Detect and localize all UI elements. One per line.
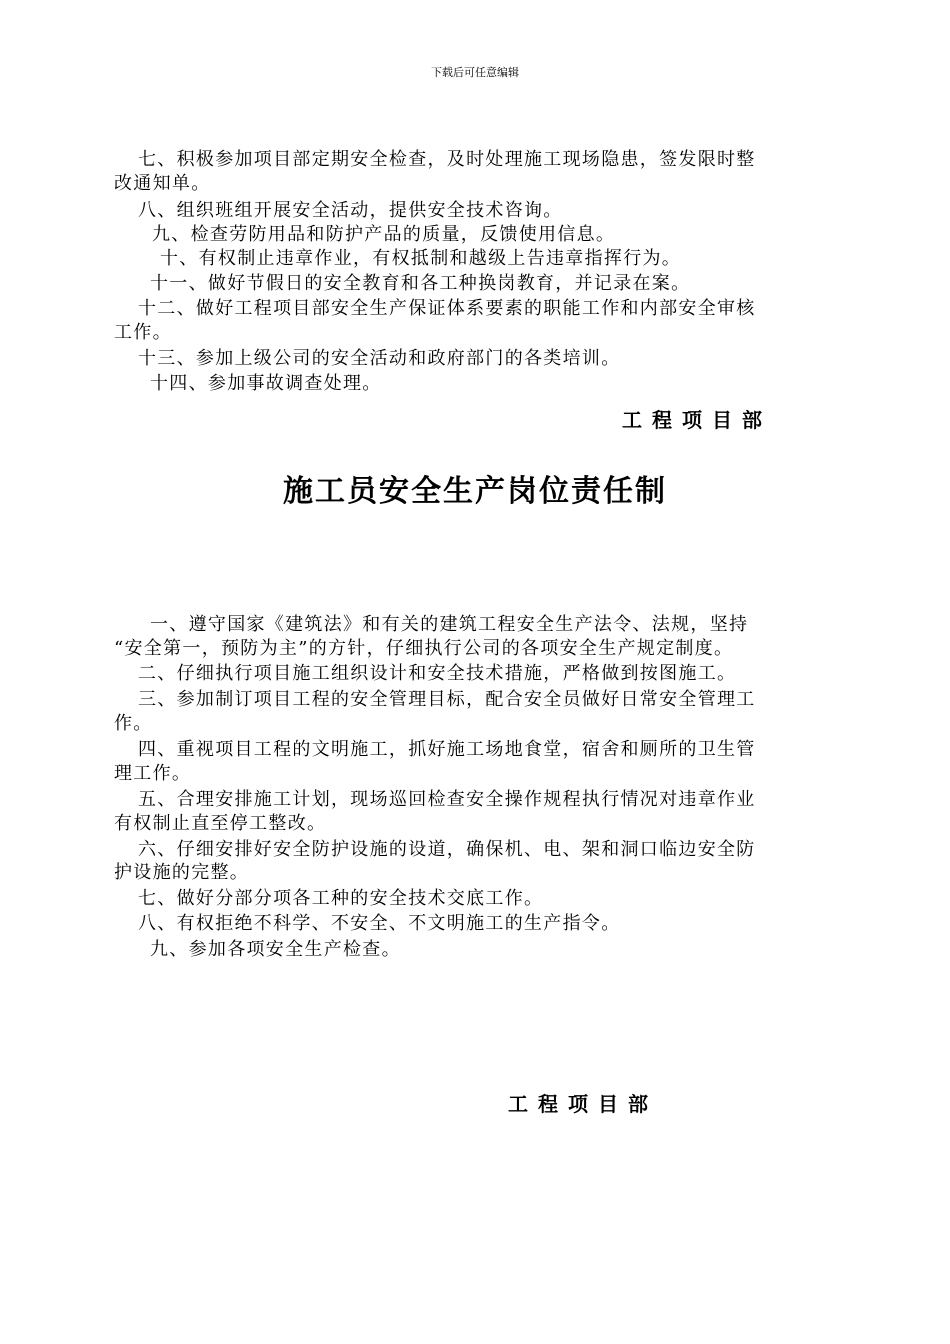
section1-item-13: 十三、参加上级公司的安全活动和政府部门的各类培训。 (138, 348, 621, 369)
section1-item-10: 十、有权制止违章作业，有权抵制和越级上告违章指挥行为。 (160, 248, 682, 269)
section2-item-4-cont: 理工作。 (114, 763, 192, 784)
section2-item-4: 四、重视项目工程的文明施工，抓好施工场地食堂，宿舍和厕所的卫生管 (138, 739, 756, 760)
section1-item-7-cont: 改通知单。 (114, 173, 211, 194)
section1-item-14: 十四、参加事故调查处理。 (150, 373, 382, 394)
section2-item-8: 八、有权拒绝不科学、不安全、不文明施工的生产指令。 (138, 913, 621, 934)
section2-item-3-cont: 作。 (114, 713, 153, 734)
section2-signature: 工程项目部 (508, 1092, 658, 1116)
section1-item-11: 十一、做好节假日的安全教育和各工种换岗教育，并记录在案。 (150, 273, 691, 294)
section1-item-9: 九、检查劳防用品和防护产品的质量，反馈使用信息。 (152, 224, 616, 245)
section2-item-7: 七、做好分部分项各工种的安全技术交底工作。 (138, 888, 544, 909)
section2-item-6-cont: 护设施的完整。 (114, 862, 250, 883)
section1-signature: 工程项目部 (622, 408, 772, 432)
section2-item-9: 九、参加各项安全生产检查。 (150, 939, 401, 960)
section1-item-12: 十二、做好工程项目部安全生产保证体系要素的职能工作和内部安全审核 (138, 298, 756, 319)
page-header: 下载后可任意编辑 (431, 66, 519, 79)
section2-item-1: 一、遵守国家《建筑法》和有关的建筑工程安全生产法令、法规，坚持 (150, 614, 749, 635)
section1-item-8: 八、组织班组开展安全活动，提供安全技术咨询。 (138, 200, 563, 221)
section2-item-5: 五、合理安排施工计划，现场巡回检查安全操作规程执行情况对违章作业 (138, 789, 756, 810)
section2-item-1-cont: “安全第一，预防为主”的方针，仔细执行公司的各项安全生产规定制度。 (114, 638, 734, 659)
section2-item-3: 三、参加制订项目工程的安全管理目标，配合安全员做好日常安全管理工 (138, 689, 756, 710)
section1-item-7: 七、积极参加项目部定期安全检查，及时处理施工现场隐患，签发限时整 (138, 149, 756, 170)
document-title: 施工员安全生产岗位责任制 (283, 474, 667, 509)
section2-item-2: 二、仔细执行项目施工组织设计和安全技术措施，严格做到按图施工。 (138, 663, 737, 684)
section2-item-5-cont: 有权制止直至停工整改。 (114, 813, 327, 834)
section2-item-6: 六、仔细安排好安全防护设施的设道，确保机、电、架和洞口临边安全防 (138, 839, 756, 860)
section1-item-12-cont: 工作。 (114, 322, 172, 343)
